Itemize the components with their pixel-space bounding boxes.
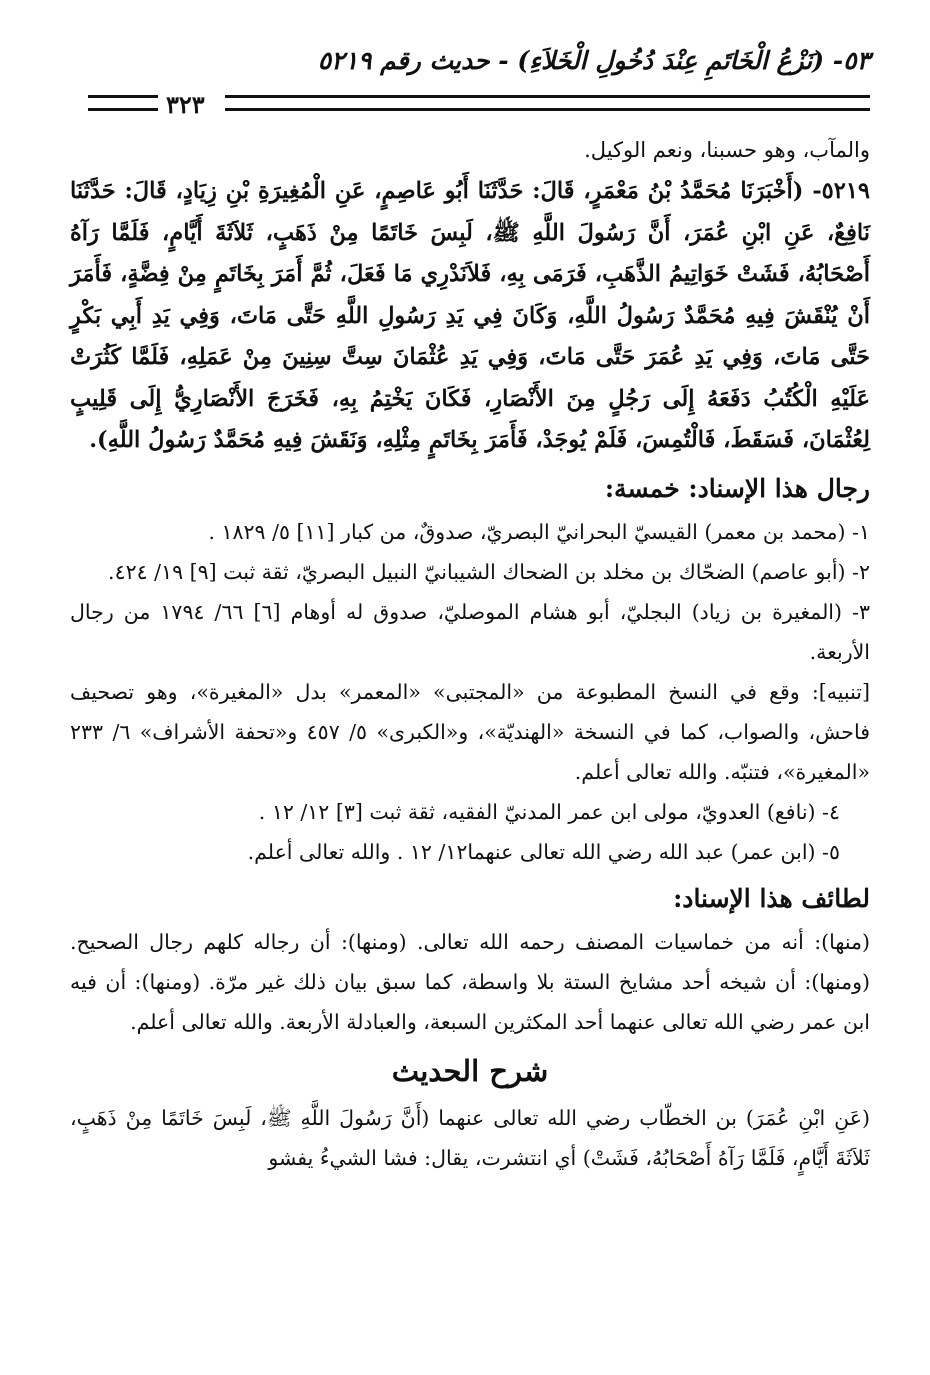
hadith-text: ٥٢١٩- (أَخْبَرَنَا مُحَمَّدُ بْنُ مَعْمَرٍ، قَالَ: حَدَّثَنَا أَبُو عَاصِمٍ، عَنِ الْمُغِيرَةِ بْنِ زِيَادٍ، قَالَ: حَدَّثَنَا نَافِعٌ، عَنِ ابْنِ عُمَرَ، أَنَّ رَسُولَ اللَّهِ ﷺ، لَبِسَ خَاتَمًا مِنْ ذَهَبٍ، ثَلاَثَةَ أَيَّامٍ، فَلَمَّا رَآهُ أَصْحَابُهُ، فَشَتْ خَوَاتِيمُ الذَّهَبِ، فَرَمَى بِهِ، فَلاَنَدْرِي مَا فَعَلَ، ثُمَّ أَمَرَ بِخَاتَمٍ مِنْ فِضَّةٍ، فَأَمَرَ أَنْ يُنْقَشَ فِيهِ مُحَمَّدٌ رَسُولُ اللَّهِ، وَكَانَ فِي يَدِ رَسُولِ اللَّهِ حَتَّى مَاتَ، وَفِي يَدِ أَبِي بَكْرٍ حَتَّى مَاتَ، وَفِي يَدِ عُمَرَ حَتَّى مَاتَ، وَفِي يَدِ عُثْمَانَ سِتَّ سِنِينَ مِنْ عَمَلِهِ، فَلَمَّا كَثُرَتْ عَلَيْهِ الْكُتُبُ دَفَعَهُ إِلَى رَجُلٍ مِنَ الأَنْصَارِ، فَكَانَ يَخْتِمُ بِهِ، فَخَرَجَ الأَنْصَارِيُّ إِلَى قَلِيبٍ لِعُثْمَانَ، فَسَقَطَ، فَالْتُمِسَ، فَلَمْ يُوجَدْ، فَأَمَرَ بِخَاتَمٍ مِثْلِهِ، وَنَقَشَ فِيهِ مُحَمَّدٌ رَسُولُ اللَّهِ). <box>70 178 870 453</box>
sharh-paragraph: (عَنِ ابْنِ عُمَرَ) بن الخطّاب رضي الله تعالى عنهما (أَنَّ رَسُولَ اللَّهِ ﷺ، لَبِسَ خَاتَمًا مِنْ ذَهَبٍ، ثَلاَثَةَ أَيَّامٍ، فَلَمَّا رَآهُ أَصْحَابُهُ، فَشَتْ) أي انتشرت، يقال: فشا الشيءُ يفشو <box>70 1105 870 1170</box>
page-body <box>70 130 870 1178</box>
narrator-5: ٥- (ابن عمر) عبد الله رضي الله تعالى عنهما١٢/ ١٢ . والله تعالى أعلم. <box>247 839 840 864</box>
narrator-2: ٢- (أبو عاصم) الضحّاك بن مخلد بن الضحاك الشيبانيّ النبيل البصريّ، ثقة ثبت [٩] ١٩/ ٤٢٤. <box>108 559 870 584</box>
page-number-rule <box>88 95 158 111</box>
lataif-heading: لطائف هذا الإسناد: <box>673 883 870 913</box>
lataif-paragraph: (منها): أنه من خماسيات المصنف رحمه الله تعالى. (ومنها): أن رجاله كلهم رجال الصحيح. (ومنها): أن شيخه أحد مشايخ الستة بلا واسطة، كما سبق بيان ذلك غير مرّة. (ومنها): أن فيه ابن عمر رضي الله تعالى عنهما أحد المكثرين السبعة، والعبادلة الأربعة. والله تعالى أعلم. <box>70 929 870 1034</box>
sharh-heading: شرح الحديث <box>391 1053 549 1088</box>
narrator-4: ٤- (نافع) العدويّ، مولى ابن عمر المدنيّ الفقيه، ثقة ثبت [٣] ١٢/ ١٢ . <box>258 799 840 824</box>
book-page <box>70 40 870 1340</box>
header-double-rule <box>225 95 870 111</box>
page-number: ٣٢٣ <box>158 90 213 119</box>
note-paragraph: [تنبيه]: وقع في النسخ المطبوعة من «المجتبى» «المعمر» بدل «المغيرة»، وهو تصحيف فاحش، والصواب، كما في النسخة «الهنديّة»، و«الكبرى» ٥/ ٤٥٧ و«تحفة الأشراف» ٦/ ٢٣٣ «المغيرة»، فتنبّه. والله تعالى أعلم. <box>70 679 871 784</box>
chapter-title: ٥٣- (نَزْعُ الْخَاتَمِ عِنْدَ دُخُولِ الْخَلاَءِ) - حديث رقم ٥٢١٩ <box>317 46 870 75</box>
narrator-1: ١- (محمد بن معمر) القيسيّ البحرانيّ البصريّ، صدوقٌ، من كبار [١١] ٥/ ١٨٢٩ . <box>208 519 870 544</box>
rijal-heading: رجال هذا الإسناد: خمسة: <box>604 473 870 503</box>
intro-line: والمآب، وهو حسبنا، ونعم الوكيل. <box>584 138 870 162</box>
running-header <box>70 40 870 119</box>
narrator-3: ٣- (المغيرة بن زياد) البجليّ، أبو هشام الموصليّ، صدوق له أوهام [٦] ٦٦/ ١٧٩٤ من رجال الأربعة. <box>70 599 870 664</box>
